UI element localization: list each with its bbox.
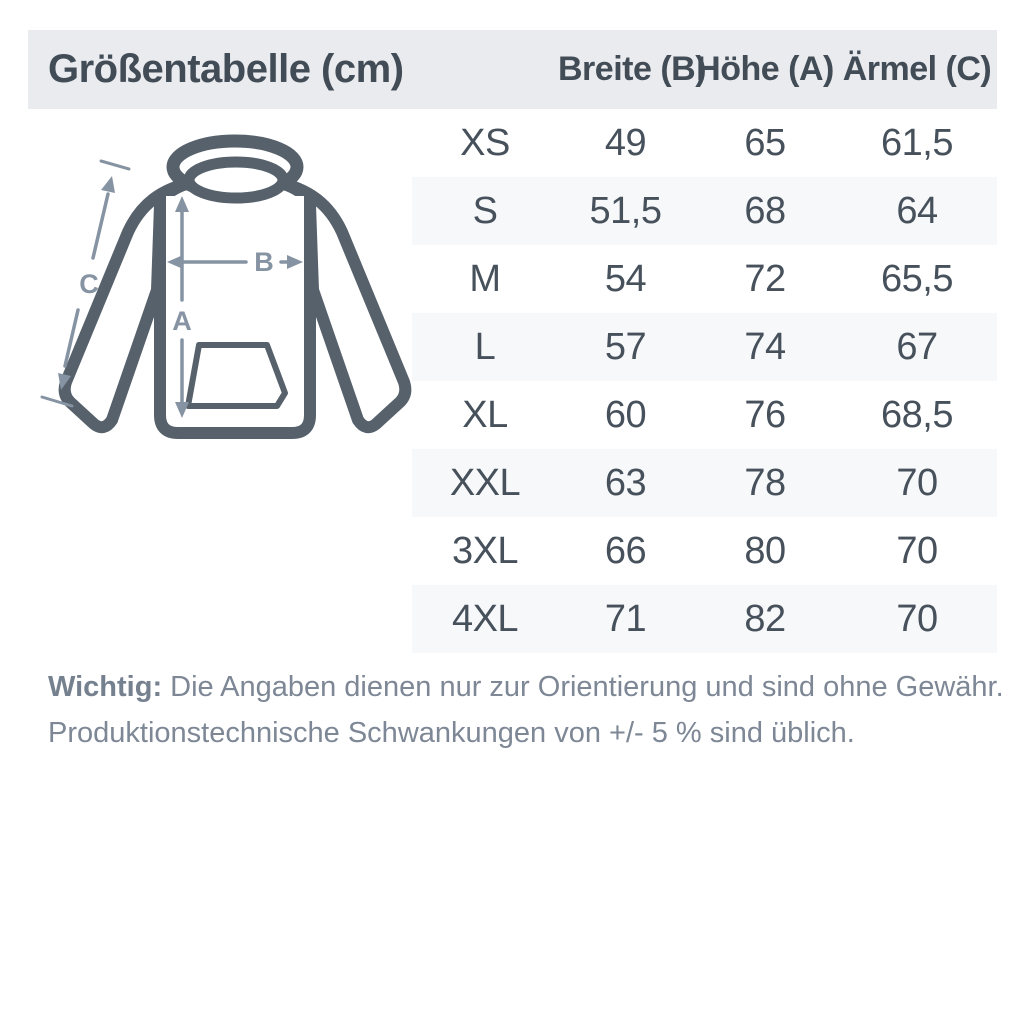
hoodie-hood-inner [189,162,283,198]
hoodie-pocket [188,345,285,406]
disclaimer-bold-label: Wichtig: [48,671,163,703]
size-chart-header-band [28,30,997,109]
disclaimer-line-1 [48,664,1004,710]
breite-cell: 51,5 [589,189,662,232]
aermel-cell: 70 [896,597,938,640]
table-row-m [412,245,997,313]
hoodie-measurement-diagram [25,110,420,450]
breite-cell: 57 [604,325,647,368]
size-cell: XS [460,121,510,164]
breite-cell: 66 [604,529,647,572]
aermel-cell: 64 [896,189,938,232]
hoehe-cell: 65 [744,121,786,164]
breite-cell: 60 [604,393,647,436]
size-cell: XXL [449,461,521,504]
disclaimer-text-1: Die Angaben dienen nur zur Orientierung und sind ohne Gewähr. [162,671,1004,703]
table-row-4xl [412,585,997,653]
size-cell: M [469,257,501,300]
column-headers [412,30,997,109]
hoehe-cell: 80 [744,529,786,572]
table-row-xs [412,109,997,177]
aermel-cell: 61,5 [881,121,953,164]
table-row-3xl [412,517,997,585]
column-header-breite: Breite (B) [558,50,707,88]
table-row-l [412,313,997,381]
column-header-aermel: Ärmel (C) [842,50,992,88]
aermel-cell: 68,5 [881,393,953,436]
table-row-xxl [412,449,997,517]
aermel-cell: 70 [896,461,938,504]
breite-cell: 71 [604,597,647,640]
label-b: B [254,247,274,277]
size-cell: 3XL [451,529,519,572]
column-header-hoehe: Höhe (A) [696,50,834,88]
hoehe-cell: 74 [744,325,786,368]
hoehe-cell: 82 [744,597,786,640]
label-a: A [172,306,192,336]
table-row-xl [412,381,997,449]
disclaimer-line-2: Produktionstechnische Schwankungen von +/- 5 % sind üblich. [48,717,855,749]
size-cell: XL [462,393,508,436]
breite-cell: 63 [604,461,647,504]
page-title: Größentabelle (cm) [48,47,404,91]
breite-cell: 49 [604,121,647,164]
size-cell: S [472,189,498,232]
hoehe-cell: 76 [744,393,786,436]
table-row-s [412,177,997,245]
disclaimer [48,664,1004,756]
aermel-cell: 65,5 [881,257,953,300]
size-cell: 4XL [451,597,519,640]
breite-cell: 54 [604,257,647,300]
aermel-cell: 67 [896,325,938,368]
size-cell: L [474,325,496,368]
size-table [412,109,997,653]
hoehe-cell: 78 [744,461,786,504]
label-c: C [79,269,99,299]
hoehe-cell: 68 [744,189,786,232]
aermel-cell: 70 [896,529,938,572]
hoehe-cell: 72 [744,257,786,300]
